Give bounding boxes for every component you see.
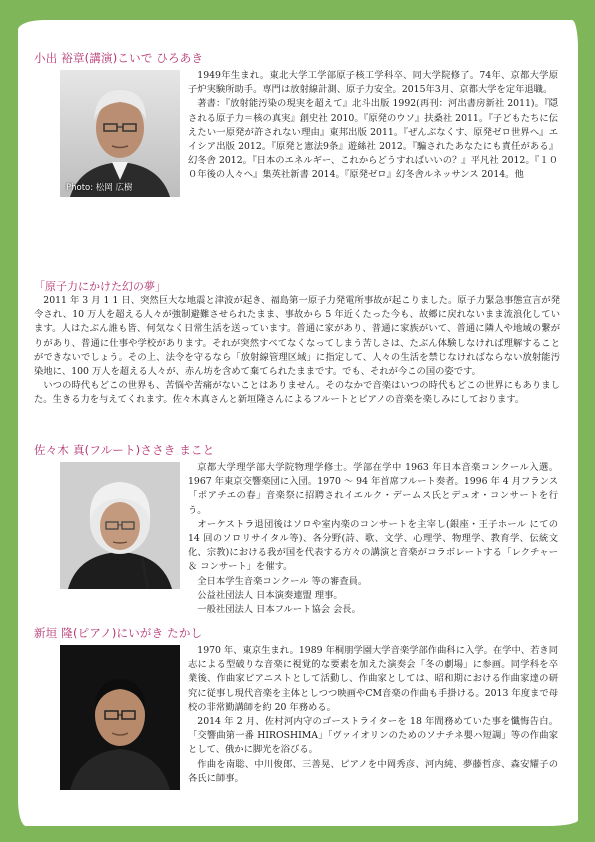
essay-title: 「原子力にかけた幻の夢」: [34, 280, 166, 293]
essay-paragraph: 2011 年 3 月 1 1 日、突然巨大な地震と津波が起き、福島第一原子力発電所事故が起こりました。原子力緊急事態宣言が発令され、10 万人を超える人々が強制避難させられたまま、事故から 5 年近くたった今も、故郷に戻れないまま流浪化しています。人はたぶん誰も皆、何気なく日常生活を送っています。普通に家があり、普通に家族がいて、普通に隣人や地域の繋がりがあり、普通に仕事や学校があります。それが突然すべてなくなってしまう苦しさは、たぶん体験しなければ理解することができないでしょう。その上、法令を守るなら「放射線管理区域」に指定して、人々の生活を禁じなければならない放射能汚染地に、100 万人を超える人々が、赤ん坊を含めて棄てられたままです。でも、それが今この国の姿です。: [34, 295, 560, 378]
bio-paragraph: 1970 年、東京生まれ。1989 年桐朋学園大学音楽学部作曲科に入学。在学中、若き同志による型破りな音楽に視覚的な要素を加えた演奏会「冬の劇場」に参画。同学科を卒業後、作曲家ピアニストとして活動し、作曲家としては、昭和期における作曲家達の研究に従事し現代音楽を主体としつつ映画やCM音楽の作曲も手掛ける。2013 年度まで母校の非常勤講師を約 20 年務める。: [188, 645, 558, 713]
portrait-niigaki-image: [60, 645, 180, 790]
bio-text-koide: [188, 69, 558, 183]
bio-paragraph: 1949年生まれ。東北大学工学部原子核工学科卒、同大学院修了。74年、京都大学原子炉実験所助手。専門は放射線計測、原子力安全。2015年3月、京都大学を定年退職。: [188, 70, 558, 96]
bio-heading-niigaki: 新垣 隆(ピアノ)にいがき たかし: [34, 626, 203, 640]
document-page: [18, 20, 578, 826]
bio-paragraph: 京都大学理学部大学院物理学修士。学部在学中 1963 年日本音楽コンクール入選。1967 年東京交響楽団に入団。1970 ～ 94 年首席フルート奏者。1996 年 4 月フランス「ポアチエの春」音楽祭に招聘されイエルク・デームス氏とデュオ・コンサートを行う。: [188, 462, 558, 516]
bio-text-niigaki: [188, 644, 558, 786]
bio-paragraph: 一般社団法人 日本フルート協会 会長。: [197, 604, 361, 616]
essay-paragraph: いつの時代もどこの世界も、苦悩や苦痛がないことはありません。そのなかで音楽はいつの時代もどこの世界にもありました。生きる力を与えてくれます。佐々木真さんと新垣隆さんによるフルートとピアノの音楽を楽しみにしております。: [34, 380, 560, 406]
bio-paragraph: オーケストラ退団後はソロや室内楽のコンサートを主宰し(銀座・王子ホール にての 14 回のソロリサイタル等)、各分野(詩、歌、文学、心理学、物理学、教育学、伝統文化、宗教)における我が国を代表する方々の講演と音楽がコラボレートする「レクチャー ＆ コンサート」を催す。: [188, 518, 558, 573]
bio-text-sasaki: [188, 461, 558, 617]
bio-paragraph: 作曲を南聡、中川俊郎、三善晃、ピアノを中岡秀彦、河内純、夢藤哲彦、森安耀子の各氏に師事。: [188, 758, 558, 784]
bio-paragraph: 著書：『放射能汚染の現実を超えて』北斗出版 1992(再刊：河出書房新社 2011)。『隠される原子力＝核の真実』創史社 2010。『原発のウソ』扶桑社 2011。『子どもたちに伝えたい一原発が許されない理由』東邦出版 2011。『ぜんぶなくす、原発ゼロ世界へ』エイシア出版 2012。『原発と憲法9条』遊絲社 2012。『騙されたあなたにも責任がある』幻冬舎 2012。『日本のエネルギー、これからどうすればいいの？』平凡社 2012。『１００年後の人々へ』集英社新書 2014。『原発ゼロ』幻冬舎ルネッサンス 2014。他: [188, 98, 558, 181]
photo-credit: Photo: 松岡 広樹: [66, 183, 133, 193]
bio-heading-sasaki: 佐々木 真(フルート)ささき まこと: [34, 443, 215, 457]
photo-koide: [60, 70, 180, 197]
photo-sasaki: [60, 462, 180, 589]
portrait-sasaki-image: [60, 462, 180, 589]
essay-body: [34, 294, 560, 408]
bio-paragraph: 公益社団法人 日本演奏連盟 理事。: [197, 589, 343, 601]
bio-heading-koide: 小出 裕章(講演)こいで ひろあき: [34, 51, 204, 65]
bio-paragraph: 2014 年 2 月、佐村河内守のゴーストライターを 18 年間務めていた事を懺悔告白。「交響曲第一番 HIROSHIMA」「ヴァイオリンのためのソナチネ嬰ハ短調」等の作曲家として、俄かに脚光を浴びる。: [188, 716, 558, 756]
portrait-koide-image: [60, 70, 180, 197]
photo-niigaki: [60, 645, 180, 790]
bio-paragraph: 全日本学生音楽コンクール 等の審査員。: [197, 575, 368, 587]
